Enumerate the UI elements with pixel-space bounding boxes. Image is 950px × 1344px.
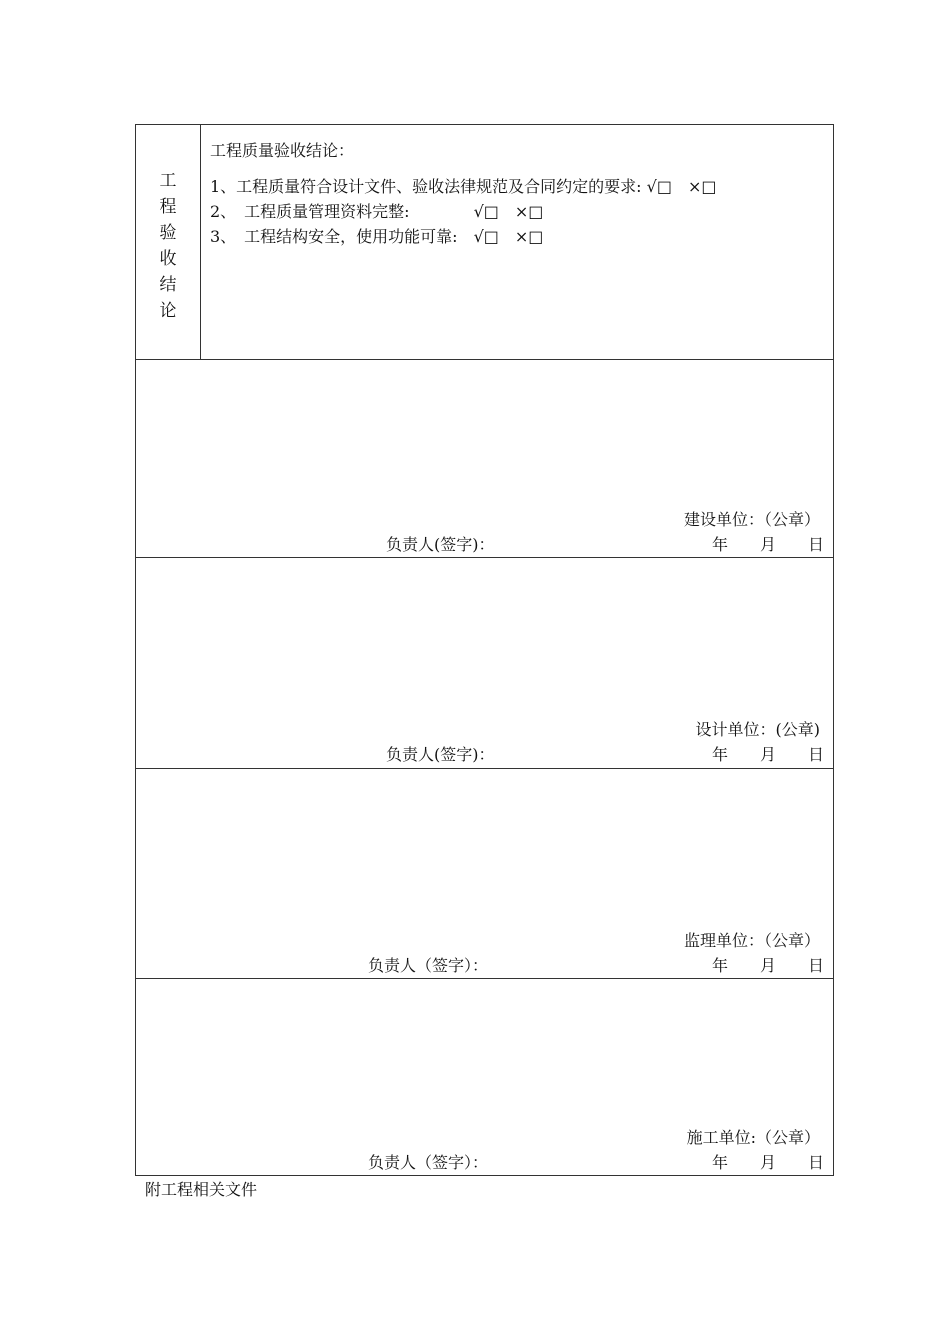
side-label-char: 收 [159,249,177,269]
design-date: 年 月 日 [711,745,824,764]
side-label-char: 结 [159,275,177,295]
side-label-char: 工 [159,171,177,191]
owner-signer: 负责人(签字)： [386,535,495,554]
contractor-date: 年 月 日 [711,1153,824,1172]
contractor-unit-seal: 施工单位:（公章） [686,1128,820,1147]
supervision-unit-seal: 监理单位：（公章） [683,931,820,950]
acceptance-table [135,124,834,1176]
row-divider [135,557,834,558]
conclusion-side-label [136,168,200,324]
supervision-signer: 负责人（签字）： [368,956,489,975]
row-divider [135,359,834,360]
design-unit-seal: 设计单位：(公章) [695,720,820,739]
design-signer: 负责人(签字)： [386,745,495,764]
owner-date: 年 月 日 [711,535,824,554]
conclusion-item-2: 2、 工程质量管理资料完整: √□ ×□ [210,202,544,221]
conclusion-heading: 工程质量验收结论： [210,141,355,160]
conclusion-item-3: 3、 工程结构安全，使用功能可靠: √□ ×□ [210,227,544,246]
row-divider [135,978,834,979]
side-label-char: 程 [159,197,177,217]
row-divider [135,768,834,769]
supervision-date: 年 月 日 [711,956,824,975]
conclusion-item-1: 1、工程质量符合设计文件、验收法律规范及合同约定的要求: √□ ×□ [210,177,717,196]
side-label-char: 论 [159,301,177,321]
attachment-note: 附工程相关文件 [145,1180,258,1199]
contractor-signer: 负责人（签字）： [368,1153,489,1172]
label-column-divider [200,124,201,360]
side-label-char: 验 [159,223,177,243]
owner-unit-seal: 建设单位：（公章） [683,510,820,529]
